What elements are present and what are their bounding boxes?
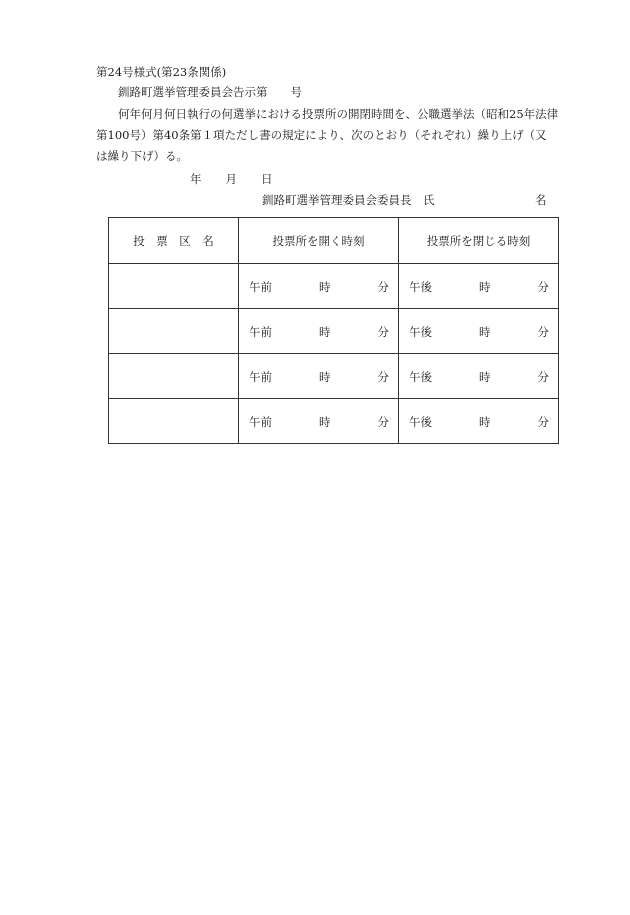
table-row	[109, 309, 559, 354]
table-row	[109, 399, 559, 444]
chairman-signature-line	[262, 193, 547, 207]
notice-header: 釧路町選挙管理委員会告示第 号	[118, 85, 302, 99]
open-time-cell[interactable]	[239, 354, 399, 399]
body-text-line: 第100号）第40条第１項ただし書の規定により、次のとおり（それぞれ）繰り上げ（又	[96, 128, 547, 142]
open-ampm: 午前	[249, 415, 272, 429]
district-cell[interactable]	[109, 264, 239, 309]
close-time-cell[interactable]	[399, 399, 559, 444]
close-hour-unit: 時	[479, 280, 491, 294]
open-ampm: 午前	[249, 370, 272, 384]
close-time-cell[interactable]	[399, 264, 559, 309]
close-ampm: 午後	[409, 370, 432, 384]
district-cell[interactable]	[109, 354, 239, 399]
close-hour-unit: 時	[479, 370, 491, 384]
close-ampm: 午後	[409, 325, 432, 339]
date-month: 月	[225, 172, 237, 186]
close-minute-unit: 分	[537, 325, 549, 339]
open-hour-unit: 時	[319, 370, 331, 384]
close-ampm: 午後	[409, 415, 432, 429]
open-time-cell[interactable]	[239, 264, 399, 309]
open-hour-unit: 時	[319, 280, 331, 294]
open-minute-unit: 分	[377, 325, 389, 339]
header-district: 投 票 区 名	[109, 218, 239, 264]
date-day: 日	[261, 172, 273, 186]
header-close-time: 投票所を閉じる時刻	[399, 218, 559, 264]
close-ampm: 午後	[409, 280, 432, 294]
body-text-line: 何年何月何日執行の何選挙における投票所の開閉時間を、公職選挙法（昭和25年法律	[118, 107, 559, 121]
open-time-cell[interactable]	[239, 309, 399, 354]
open-ampm: 午前	[249, 280, 272, 294]
close-time-cell[interactable]	[399, 354, 559, 399]
table-row	[109, 264, 559, 309]
polling-hours-table	[108, 217, 559, 444]
date-line	[190, 172, 273, 186]
table-row	[109, 354, 559, 399]
open-hour-unit: 時	[319, 325, 331, 339]
open-minute-unit: 分	[377, 370, 389, 384]
open-minute-unit: 分	[377, 280, 389, 294]
close-minute-unit: 分	[537, 280, 549, 294]
close-hour-unit: 時	[479, 415, 491, 429]
open-hour-unit: 時	[319, 415, 331, 429]
district-cell[interactable]	[109, 399, 239, 444]
date-year: 年	[190, 172, 202, 186]
close-hour-unit: 時	[479, 325, 491, 339]
district-cell[interactable]	[109, 309, 239, 354]
table-header-row	[109, 218, 559, 264]
form-number: 第24号様式(第23条関係)	[96, 65, 227, 79]
body-text-line: は繰り下げ）る。	[96, 149, 188, 163]
close-minute-unit: 分	[537, 370, 549, 384]
close-minute-unit: 分	[537, 415, 549, 429]
header-open-time: 投票所を開く時刻	[239, 218, 399, 264]
close-time-cell[interactable]	[399, 309, 559, 354]
open-ampm: 午前	[249, 325, 272, 339]
chairman-name-suffix: 名	[535, 193, 547, 207]
chairman-title: 釧路町選挙管理委員会委員長 氏	[262, 193, 435, 207]
open-minute-unit: 分	[377, 415, 389, 429]
open-time-cell[interactable]	[239, 399, 399, 444]
